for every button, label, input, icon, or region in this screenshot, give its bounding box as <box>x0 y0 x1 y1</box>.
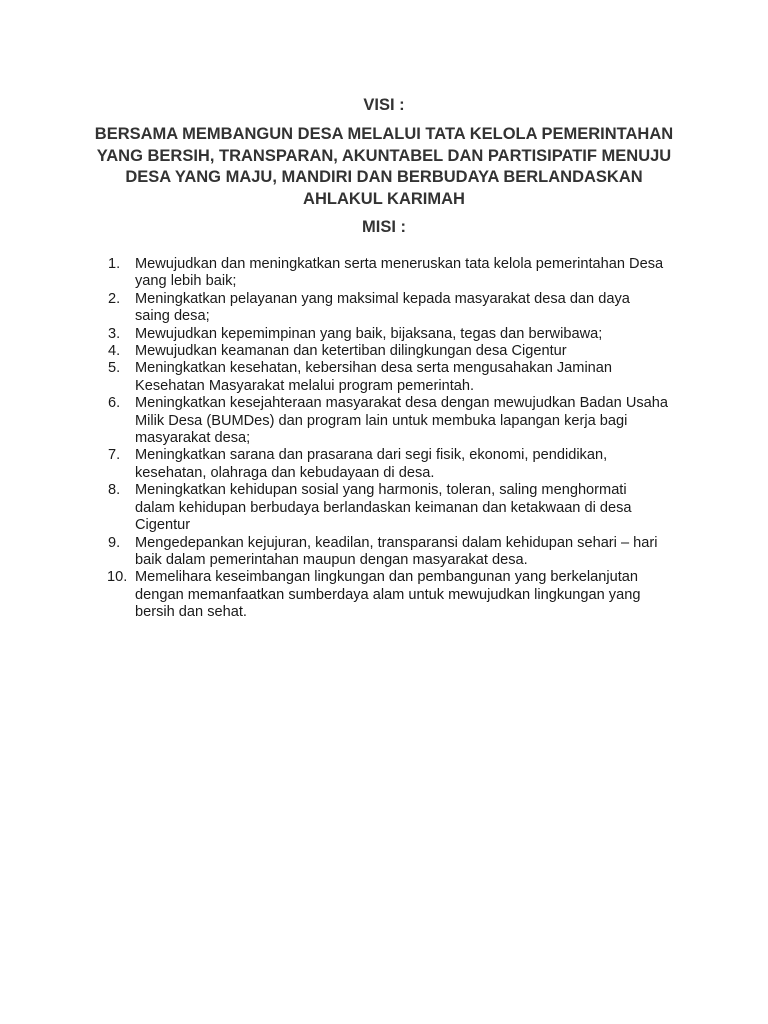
visi-heading: VISI : <box>363 96 405 114</box>
misi-item-number: 1. <box>108 256 121 272</box>
misi-item-3 <box>108 326 668 343</box>
misi-heading: MISI : <box>362 218 406 236</box>
misi-item-9 <box>108 535 668 570</box>
visi-statement: BERSAMA MEMBANGUN DESA MELALUI TATA KELOLA PEMERINTAHAN YANG BERSIH, TRANSPARAN, AKUNTABEL DAN PARTISIPATIF MENUJU DESA YANG MAJU, MANDIRI DAN BERBUDAYA BERLANDASKAN AHLAKUL KARIMAH <box>94 125 674 208</box>
misi-item-text: Meningkatkan sarana dan prasarana dari segi fisik, ekonomi, pendidikan, kesehatan, olahraga dan kebudayaan di desa. <box>135 447 608 481</box>
misi-list <box>108 256 668 622</box>
misi-item-number: 4. <box>108 343 121 360</box>
misi-item-1 <box>108 256 668 291</box>
misi-item-number: 7. <box>108 447 121 464</box>
misi-item-text: Mewujudkan dan meningkatkan serta meneruskan tata kelola pemerintahan Desa yang lebih baik; <box>135 256 664 290</box>
misi-item-text: Meningkatkan kesejahteraan masyarakat desa dengan mewujudkan Badan Usaha Milik Desa (BUMDes) dan program lain untuk membuka lapangan kerja bagi masyarakat desa; <box>135 395 669 447</box>
misi-item-text: Mengedepankan kejujuran, keadilan, transparansi dalam kehidupan sehari – hari baik dalam pemerintahan maupun dengan masyarakat desa. <box>135 534 658 568</box>
misi-item-text: Meningkatkan kesehatan, kebersihan desa serta mengusahakan Jaminan Kesehatan Masyarakat melalui program pemerintah. <box>135 360 613 394</box>
misi-item-6 <box>108 395 668 447</box>
misi-item-text: Meningkatkan kehidupan sosial yang harmonis, toleran, saling menghormati dalam kehidupan berbudaya berlandaskan keimanan dan ketakwaan di desa Cigentur <box>135 482 632 534</box>
misi-item-8 <box>108 482 668 534</box>
misi-item-text: Memelihara keseimbangan lingkungan dan pembangunan yang berkelanjutan dengan memanfaatkan sumberdaya alam untuk mewujudkan lingkungan yang bersih dan sehat. <box>135 569 641 621</box>
misi-item-5 <box>108 360 668 395</box>
misi-item-2 <box>108 291 668 326</box>
misi-item-number: 6. <box>108 395 121 412</box>
misi-item-7 <box>108 447 668 482</box>
misi-item-text: Mewujudkan keamanan dan ketertiban dilingkungan desa Cigentur <box>135 343 567 360</box>
misi-item-number: 3. <box>108 325 121 342</box>
misi-item-number: 5. <box>108 360 121 377</box>
misi-item-number: 10. <box>107 569 128 586</box>
misi-item-number: 8. <box>108 482 121 499</box>
misi-item-4 <box>108 343 668 360</box>
misi-item-number: 2. <box>108 290 121 307</box>
misi-item-text: Meningkatkan pelayanan yang maksimal kepada masyarakat desa dan daya saing desa; <box>135 290 630 325</box>
misi-item-10 <box>108 569 668 621</box>
misi-item-text: Mewujudkan kepemimpinan yang baik, bijaksana, tegas dan berwibawa; <box>135 325 603 342</box>
misi-item-number: 9. <box>108 534 121 551</box>
